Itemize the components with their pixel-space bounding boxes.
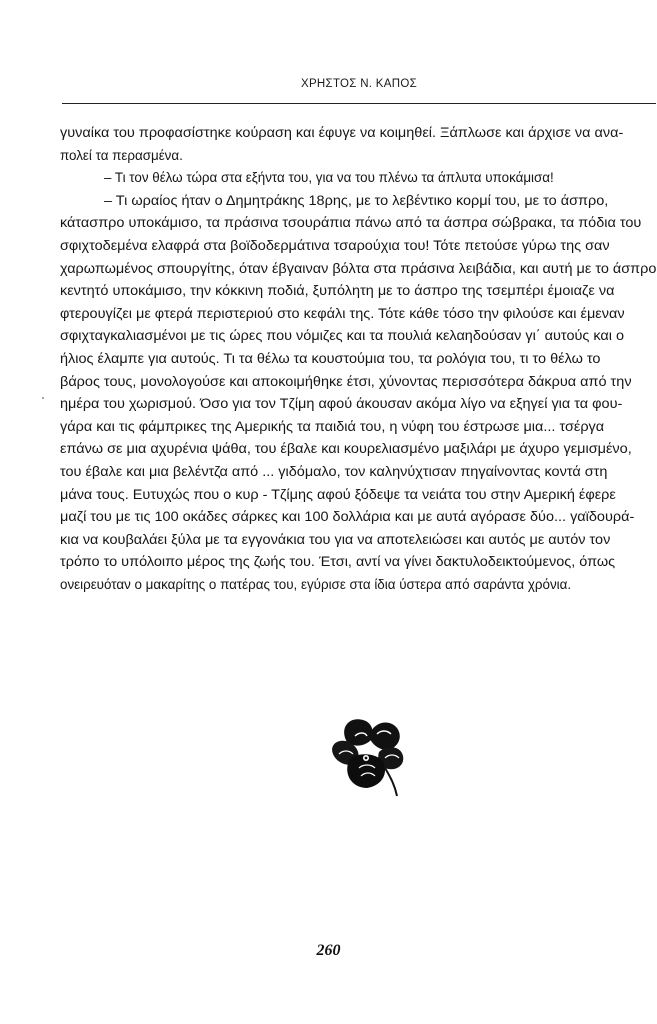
text-line: τρόπο το υπόλοιπο μέρος της ζωής του. Έτσι, αντί να γίνει δακτυλοδεικτούμενος, όπως bbox=[60, 554, 616, 570]
text-line: του έβαλε και μια βελέντζα από ... γιδόμαλο, τον καληνύχτισαν πηγαίνοντας κοντά στη bbox=[60, 463, 608, 479]
text-line: ημέρα του χωρισμού. Όσο για τον Τζίμη αφού άκουσαν ακόμα λίγο να εξηγεί για τα φου- bbox=[60, 396, 623, 412]
text-line: κεντητό υποκάμισο, την κόκκινη ποδιά, ξυπόλητη με το άσπρο της τσεμπέρι έμοιαζε να bbox=[60, 283, 615, 299]
text-line: – Τι τον θέλω τώρα στα εξήντα του, για να του πλένω τα άπλυτα υποκάμισα! bbox=[104, 170, 554, 186]
text-line: κάτασπρο υποκάμισο, τα πράσινα τσουράπια πάνω από τα άσπρα σώβρακα, τα πόδια του bbox=[60, 215, 642, 231]
text-line: – Τι ωραίος ήταν ο Δημητράκης 18ρης, με το λεβέντικο κορμί του, με το άσπρο, bbox=[104, 192, 609, 208]
text-line: γυναίκα του προφασίστηκε κούραση και έφυγε να κοιμηθεί. Ξάπλωσε και άρχισε να ανα- bbox=[60, 125, 624, 140]
text-line: γάρα και τις φάμπρικες της Αμερικής τα παιδιά του, η νύφη του έστρωσε μια... τσέργα bbox=[60, 418, 605, 434]
text-line: φτερουγίζει με φτερά περιστεριού στο κεφάλι της. Τότε κάθε τόσο την φιλούσε και έμεναν bbox=[60, 305, 625, 321]
text-line: μάνα τους. Ευτυχώς που ο κυρ - Τζίμης αφού ξόδεψε τα νειάτα του στην Αμερική έφερε bbox=[60, 486, 616, 502]
text-line: μαζί του με τις 100 οκάδες σάρκες και 100 δολλάρια και με αυτά αγόρασε δύο... γαϊδουρά- bbox=[60, 509, 635, 525]
text-line: σφιχτοδεμένα ελαφρά στα βοϊδοδερμάτινα τσαρούχια του! Τότε πετούσε γύρω της σαν bbox=[60, 237, 610, 253]
text-line: βάρος τους, μονολογούσε και αποκοιμήθηκε έτσι, χύνοντας περισσότερα δάκρυα από την bbox=[60, 373, 632, 389]
text-line: ονειρευόταν ο μακαρίτης ο πατέρας του, εγύρισε στα ίδια ύστερα από σαράντα χρόνια. bbox=[60, 576, 572, 592]
header-rule bbox=[62, 103, 656, 104]
text-line: σφιχταγκαλιασμένοι με τις ώρες που νόμιζες και τα πουλιά κελαηδούσαν γι΄ αυτούς και ο bbox=[60, 328, 625, 344]
text-line: χαρωπωμένος σπουργίτης, όταν έβγαιναν βόλτα στα πράσινα λειβάδια, και αυτή με το άσπρο bbox=[60, 260, 656, 276]
text-line: ήλιος έλαμπε για αυτούς. Τι τα θέλω τα κουστούμια του, τα ρολόγια του, τι το θέλω το bbox=[60, 350, 601, 366]
text-line: πολεί τα περασμένα. bbox=[60, 147, 183, 163]
body-text bbox=[60, 122, 656, 596]
page-number: 260 bbox=[316, 942, 341, 959]
pansy-flower-icon bbox=[325, 712, 415, 798]
text-line: κια να κουβαλάει ξύλα με τα εγγονάκια του για να αποτελειώσει και αυτός με αυτόν τον bbox=[60, 531, 611, 547]
paper-speck bbox=[42, 397, 44, 399]
text-line: επάνω σε μια αχυρένια ψάθα, του έβαλε και κουρελιασμένο μαξιλάρι με άχυρο γεμισμένο, bbox=[60, 441, 632, 457]
running-header: ΧΡΗΣΤΟΣ Ν. ΚΑΠΟΣ bbox=[300, 78, 417, 90]
